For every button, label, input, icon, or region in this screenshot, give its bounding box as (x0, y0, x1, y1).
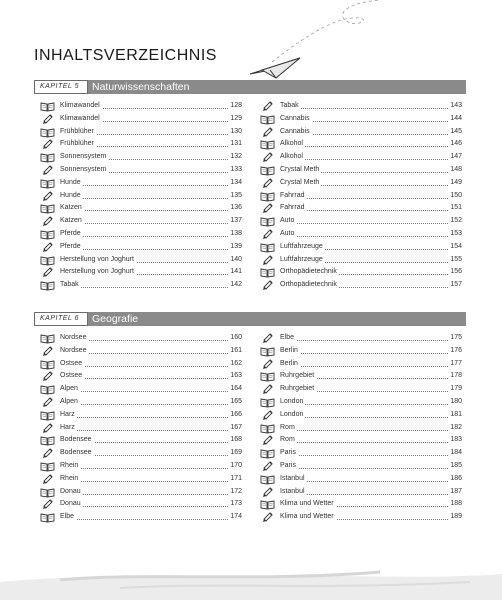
entry-title: Luftfahrzeuge (280, 254, 325, 267)
page-number: 134 (228, 177, 242, 190)
book-icon (260, 371, 275, 382)
page-number: 184 (448, 447, 462, 460)
toc-entry[interactable] (40, 177, 242, 190)
toc-entry[interactable] (40, 409, 242, 422)
entry-title: Frühblüher (60, 126, 96, 139)
page-number: 174 (228, 511, 242, 524)
toc-entry[interactable] (40, 266, 242, 279)
entry-title: Pferde (60, 241, 83, 254)
entry-title: Nordsee (60, 332, 88, 345)
book-icon (40, 152, 55, 163)
entry-title: Auto (280, 228, 296, 241)
page-number: 140 (228, 254, 242, 267)
toc-entry[interactable] (260, 409, 462, 422)
toc-entry[interactable] (260, 228, 462, 241)
pencil-icon (260, 487, 275, 498)
book-icon (40, 178, 55, 189)
page-number: 176 (448, 345, 462, 358)
entry-title: Ruhrgebiet (280, 370, 316, 383)
entry-title: Paris (280, 447, 298, 460)
entry-title: London (280, 409, 305, 422)
toc-entry[interactable] (40, 332, 242, 345)
toc-entry[interactable] (40, 202, 242, 215)
book-icon (260, 139, 275, 150)
pencil-icon (40, 448, 55, 459)
page-number: 173 (228, 498, 242, 511)
toc-entry[interactable] (260, 113, 462, 126)
toc-column-left (40, 332, 242, 524)
pencil-icon (40, 423, 55, 434)
dot-leader (280, 236, 448, 237)
dot-leader (60, 198, 228, 199)
pencil-icon (260, 229, 275, 240)
toc-entry[interactable] (260, 370, 462, 383)
entry-title: Bodensee (60, 434, 94, 447)
book-icon (40, 435, 55, 446)
pencil-icon (260, 435, 275, 446)
toc-entry[interactable] (260, 422, 462, 435)
entry-title: Orthopädietechnik (280, 266, 339, 279)
page-number: 170 (228, 460, 242, 473)
pencil-icon (260, 410, 275, 421)
pencil-icon (40, 499, 55, 510)
chapter-section (34, 80, 466, 289)
page-number: 171 (228, 473, 242, 486)
book-icon (260, 242, 275, 253)
toc-entry[interactable] (260, 383, 462, 396)
entry-title: Rom (280, 434, 297, 447)
entry-title: Bodensee (60, 447, 94, 460)
entry-title: Nordsee (60, 345, 88, 358)
toc-column-right (260, 100, 462, 292)
entry-title: Herstellung von Joghurt (60, 254, 136, 267)
toc-column-right (260, 332, 462, 524)
book-icon (260, 216, 275, 227)
dot-leader (280, 146, 448, 147)
toc-entry[interactable] (260, 177, 462, 190)
dot-leader (60, 391, 228, 392)
dot-leader (60, 366, 228, 367)
page-number: 182 (448, 422, 462, 435)
entry-title: Elbe (280, 332, 296, 345)
page-number: 187 (448, 486, 462, 499)
book-icon (260, 165, 275, 176)
toc-entry[interactable] (260, 498, 462, 511)
dot-leader (60, 287, 228, 288)
page-number: 137 (228, 215, 242, 228)
dot-leader (60, 404, 228, 405)
page-number: 153 (448, 228, 462, 241)
pencil-icon (40, 165, 55, 176)
toc-column-left (40, 100, 242, 292)
entry-title: London (280, 396, 305, 409)
dot-leader (60, 210, 228, 211)
entry-title: Berlin (280, 345, 300, 358)
page-number: 146 (448, 138, 462, 151)
entry-title: Luftfahrzeuge (280, 241, 325, 254)
page-number: 178 (448, 370, 462, 383)
dot-leader (60, 481, 228, 482)
book-icon (40, 280, 55, 291)
entry-title: Sonnensystem (60, 164, 108, 177)
toc-entry[interactable] (40, 345, 242, 358)
dot-leader (280, 353, 448, 354)
toc-entry[interactable] (40, 151, 242, 164)
pencil-icon (40, 474, 55, 485)
pencil-icon (260, 333, 275, 344)
dot-leader (280, 223, 448, 224)
dot-leader (280, 340, 448, 341)
chapter-badge: KAPITEL 6 (34, 312, 88, 326)
pencil-icon (260, 512, 275, 523)
pencil-icon (40, 242, 55, 253)
entry-title: Hunde (60, 190, 83, 203)
page-number: 142 (228, 279, 242, 292)
toc-entry[interactable] (260, 460, 462, 473)
toc-entry[interactable] (40, 113, 242, 126)
dot-leader (280, 430, 448, 431)
book-icon (40, 229, 55, 240)
entry-title: Tabak (280, 100, 301, 113)
page-number: 166 (228, 409, 242, 422)
toc-entry[interactable] (40, 370, 242, 383)
toc-entry[interactable] (40, 254, 242, 267)
entry-title: Rhein (60, 473, 80, 486)
toc-entry[interactable] (40, 215, 242, 228)
pencil-icon (260, 178, 275, 189)
entry-title: Crystal Meth (280, 164, 321, 177)
book-icon (40, 512, 55, 523)
page-number: 168 (228, 434, 242, 447)
dot-leader (280, 108, 448, 109)
page-number: 169 (228, 447, 242, 460)
entry-title: Donau (60, 486, 83, 499)
page-number: 139 (228, 241, 242, 254)
entry-title: Paris (280, 460, 298, 473)
book-icon (40, 203, 55, 214)
dot-leader (280, 366, 448, 367)
dot-leader (60, 506, 228, 507)
book-icon (260, 499, 275, 510)
toc-entry[interactable] (40, 100, 242, 113)
entry-title: Katzen (60, 202, 84, 215)
dot-leader (60, 185, 228, 186)
toc-entry[interactable] (40, 473, 242, 486)
book-icon (260, 474, 275, 485)
chapter-title: Naturwissenschaften (88, 80, 466, 94)
page-number: 135 (228, 190, 242, 203)
page-number: 183 (448, 434, 462, 447)
book-icon (40, 359, 55, 370)
toc-entry[interactable] (40, 241, 242, 254)
toc-entry[interactable] (260, 100, 462, 113)
book-icon (260, 346, 275, 357)
toc-entry[interactable] (40, 383, 242, 396)
toc-entry[interactable] (260, 332, 462, 345)
entry-title: Crystal Meth (280, 177, 321, 190)
page-number: 180 (448, 396, 462, 409)
entry-title: Fahrrad (280, 190, 307, 203)
page-number: 141 (228, 266, 242, 279)
entry-title: Istanbul (280, 473, 307, 486)
page-number: 179 (448, 383, 462, 396)
page-number: 181 (448, 409, 462, 422)
book-icon (260, 397, 275, 408)
toc-entry[interactable] (260, 164, 462, 177)
page-number: 147 (448, 151, 462, 164)
pencil-icon (260, 101, 275, 112)
book-icon (40, 101, 55, 112)
page-number: 155 (448, 254, 462, 267)
page-number: 160 (228, 332, 242, 345)
toc-entry[interactable] (40, 358, 242, 371)
pencil-icon (40, 346, 55, 357)
dot-leader (60, 378, 228, 379)
pencil-icon (260, 203, 275, 214)
toc-entry[interactable] (40, 126, 242, 139)
toc-entry[interactable] (260, 126, 462, 139)
entry-title: Harz (60, 422, 77, 435)
toc-entry[interactable] (260, 202, 462, 215)
entry-title: Alpen (60, 396, 80, 409)
entry-title: Ruhrgebiet (280, 383, 316, 396)
toc-entry[interactable] (40, 228, 242, 241)
page-number: 157 (448, 279, 462, 292)
toc-entry[interactable] (40, 190, 242, 203)
toc-entry[interactable] (260, 396, 462, 409)
entry-title: Klimawandel (60, 100, 102, 113)
book-icon (40, 384, 55, 395)
entry-title: Frühblüher (60, 138, 96, 151)
toc-entry[interactable] (40, 164, 242, 177)
dot-leader (60, 223, 228, 224)
entry-title: Klima und Wetter (280, 498, 336, 511)
dot-leader (280, 442, 448, 443)
toc-entry[interactable] (260, 511, 462, 524)
pencil-icon (260, 127, 275, 138)
page-number: 172 (228, 486, 242, 499)
entry-title: Ostsee (60, 370, 84, 383)
toc-entry[interactable] (260, 358, 462, 371)
toc-entry[interactable] (260, 151, 462, 164)
pencil-icon (260, 384, 275, 395)
toc-entry[interactable] (260, 138, 462, 151)
book-icon (40, 487, 55, 498)
page-number: 136 (228, 202, 242, 215)
book-icon (40, 333, 55, 344)
toc-entry[interactable] (260, 447, 462, 460)
entry-title: Harz (60, 409, 77, 422)
page-number: 186 (448, 473, 462, 486)
toc-entry[interactable] (40, 486, 242, 499)
page-number: 185 (448, 460, 462, 473)
entry-title: Donau (60, 498, 83, 511)
toc-entry[interactable] (260, 473, 462, 486)
entry-title: Cannabis (280, 126, 312, 139)
page-number: 164 (228, 383, 242, 396)
pencil-icon (40, 114, 55, 125)
page-number: 189 (448, 511, 462, 524)
pencil-icon (260, 359, 275, 370)
book-icon (260, 191, 275, 202)
page-number: 165 (228, 396, 242, 409)
book-icon (260, 423, 275, 434)
toc-entry[interactable] (40, 498, 242, 511)
page-number: 161 (228, 345, 242, 358)
page-number: 129 (228, 113, 242, 126)
toc-entry[interactable] (260, 486, 462, 499)
entry-title: Elbe (60, 511, 76, 524)
entry-title: Orthopädietechnik (280, 279, 339, 292)
toc-entry[interactable] (260, 241, 462, 254)
page-number: 150 (448, 190, 462, 203)
brush-stroke-decoration (0, 560, 502, 600)
book-icon (260, 448, 275, 459)
toc-entry[interactable] (40, 396, 242, 409)
pencil-icon (260, 255, 275, 266)
toc-entry[interactable] (260, 215, 462, 228)
entry-title: Katzen (60, 215, 84, 228)
book-icon (260, 114, 275, 125)
toc-entry[interactable] (40, 422, 242, 435)
dot-leader (60, 417, 228, 418)
page-number: 152 (448, 215, 462, 228)
pencil-icon (40, 191, 55, 202)
entry-title: Cannabis (280, 113, 312, 126)
dot-leader (60, 249, 228, 250)
entry-title: Herstellung von Joghurt (60, 266, 136, 279)
dot-leader (60, 519, 228, 520)
page-number: 138 (228, 228, 242, 241)
dot-leader (60, 236, 228, 237)
dot-leader (280, 468, 448, 469)
entry-title: Auto (280, 215, 296, 228)
pencil-icon (260, 152, 275, 163)
page-number: 149 (448, 177, 462, 190)
page-number: 145 (448, 126, 462, 139)
page-number: 143 (448, 100, 462, 113)
entry-title: Klimawandel (60, 113, 102, 126)
toc-entry[interactable] (40, 138, 242, 151)
entry-title: Tabak (60, 279, 81, 292)
page-number: 133 (228, 164, 242, 177)
chapter-header (34, 312, 466, 326)
chapter-badge: KAPITEL 5 (34, 80, 88, 94)
chapter-title: Geografie (88, 312, 466, 326)
dot-leader (280, 455, 448, 456)
pencil-icon (40, 267, 55, 278)
toc-entry[interactable] (40, 447, 242, 460)
paper-plane-icon (250, 58, 300, 78)
page-title: INHALTSVERZEICHNIS (34, 47, 217, 64)
page-number: 162 (228, 358, 242, 371)
page-number: 148 (448, 164, 462, 177)
entry-title: Istanbul (280, 486, 307, 499)
toc-entry[interactable] (40, 434, 242, 447)
book-icon (40, 255, 55, 266)
paper-plane-decoration (0, 0, 502, 90)
page-number: 177 (448, 358, 462, 371)
book-icon (40, 127, 55, 138)
chapter-header (34, 80, 466, 94)
chapter-section (34, 312, 466, 521)
entry-title: Pferde (60, 228, 83, 241)
entry-title: Berlin (280, 358, 300, 371)
book-icon (260, 267, 275, 278)
page-number: 144 (448, 113, 462, 126)
entry-title: Alpen (60, 383, 80, 396)
pencil-icon (40, 371, 55, 382)
entry-title: Klima und Wetter (280, 511, 336, 524)
dot-leader (60, 430, 228, 431)
book-icon (40, 410, 55, 421)
entry-title: Rhein (60, 460, 80, 473)
pencil-icon (260, 280, 275, 291)
pencil-icon (40, 139, 55, 150)
entry-title: Alkohol (280, 138, 305, 151)
pencil-icon (40, 397, 55, 408)
toc-entry[interactable] (40, 511, 242, 524)
toc-entry[interactable] (260, 190, 462, 203)
dot-leader (60, 468, 228, 469)
page-number: 132 (228, 151, 242, 164)
page-number: 130 (228, 126, 242, 139)
toc-entry[interactable] (260, 254, 462, 267)
entry-title: Hunde (60, 177, 83, 190)
page-number: 131 (228, 138, 242, 151)
page-number: 167 (228, 422, 242, 435)
page-number: 154 (448, 241, 462, 254)
entry-title: Rom (280, 422, 297, 435)
page-number: 163 (228, 370, 242, 383)
toc-entry[interactable] (260, 266, 462, 279)
toc-entry[interactable] (40, 460, 242, 473)
book-icon (40, 461, 55, 472)
toc-entry[interactable] (40, 279, 242, 292)
page-number: 156 (448, 266, 462, 279)
page-number: 128 (228, 100, 242, 113)
dot-leader (60, 494, 228, 495)
page-number: 151 (448, 202, 462, 215)
entry-title: Fahrrad (280, 202, 307, 215)
page-number: 188 (448, 498, 462, 511)
entry-title: Sonnensystem (60, 151, 108, 164)
pencil-icon (260, 461, 275, 472)
toc-entry[interactable] (260, 279, 462, 292)
toc-entry[interactable] (260, 434, 462, 447)
page-number: 175 (448, 332, 462, 345)
pencil-icon (40, 216, 55, 227)
dot-leader (280, 159, 448, 160)
entry-title: Ostsee (60, 358, 84, 371)
entry-title: Alkohol (280, 151, 305, 164)
toc-entry[interactable] (260, 345, 462, 358)
